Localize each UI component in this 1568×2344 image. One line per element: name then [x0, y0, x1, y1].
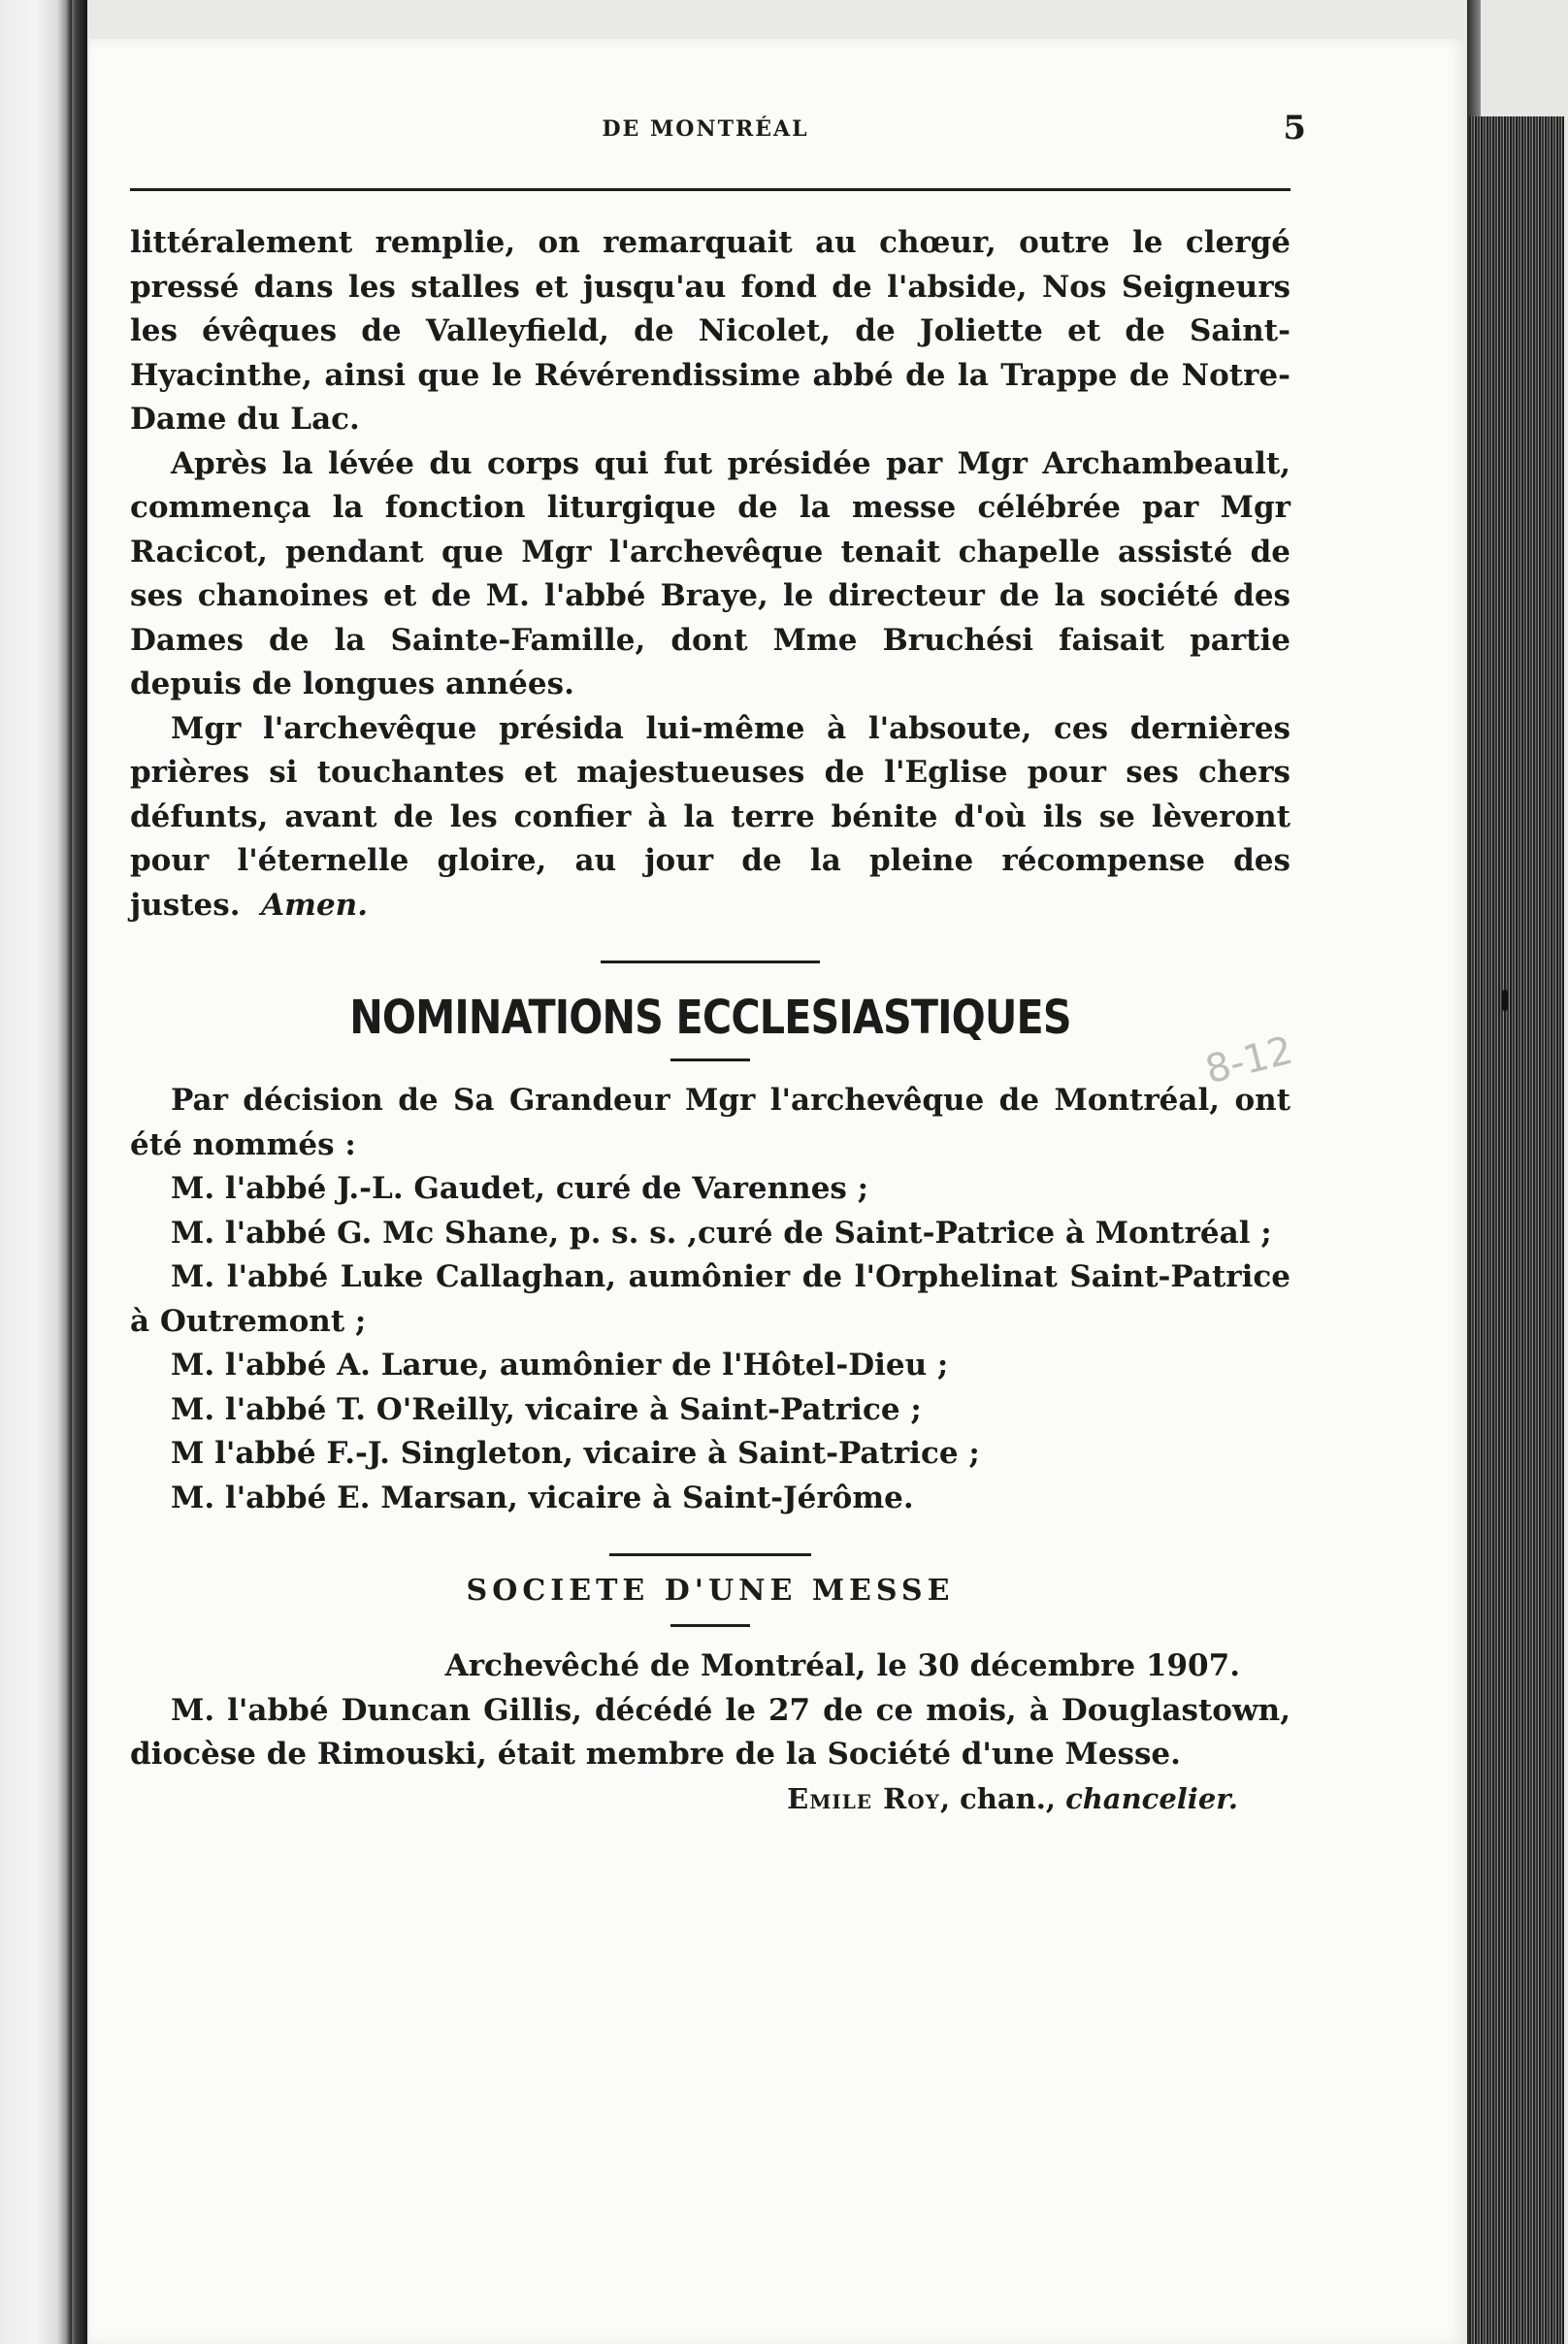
list-item: M l'abbé F.-J. Singleton, vicaire à Saint-Patrice ;	[171, 1436, 980, 1471]
page-edge-block	[1469, 116, 1564, 2344]
heading-rule	[670, 1624, 750, 1627]
paragraph: littéralement remplie, on remarquait au chœur, outre le clergé pressé dans les stalles et jusqu'au fond de l'abside, Nos Seigneurs les évêques de Valleyfield, de Nicolet, de Joliette et de Saint-Hyacinthe, ainsi que le Révérendissime abbé de la Trappe de Notre-Dame du Lac.	[130, 225, 1290, 437]
paragraph	[130, 707, 1290, 928]
section-rule	[601, 960, 820, 963]
signature-title: , chan.,	[939, 1781, 1066, 1815]
amen-text: Amen.	[261, 887, 369, 923]
societe-heading: SOCIETE D'UNE MESSE	[466, 1574, 955, 1608]
heading-rule	[670, 1058, 750, 1061]
pencil-annotation: 8-12	[1200, 1027, 1297, 1093]
section-rule	[609, 1553, 811, 1556]
list-item: M. l'abbé Luke Callaghan, aumônier de l'Orphelinat Saint-Patrice à Outremont ;	[130, 1259, 1290, 1339]
nominations-intro: Par décision de Sa Grandeur Mgr l'archevêque de Montréal, ont été nommés :	[130, 1083, 1290, 1162]
dateline: Archevêché de Montréal, le 30 décembre 1907.	[444, 1648, 1240, 1683]
signature	[130, 1777, 1290, 1822]
nominations-list	[130, 1167, 1290, 1520]
page-text	[130, 221, 1290, 1821]
nominations-heading: NOMINATIONS ECCLESIASTIQUES	[349, 991, 1071, 1045]
binding-fold	[56, 0, 72, 2344]
left-binding	[0, 0, 87, 2344]
list-item: M. l'abbé J.-L. Gaudet, curé de Varennes ;	[171, 1171, 869, 1206]
running-head	[116, 109, 1306, 175]
signature-role: chancelier.	[1065, 1781, 1238, 1815]
book-page-edges	[1467, 0, 1568, 2344]
page-number: 5	[1283, 109, 1306, 147]
header-rule	[130, 188, 1290, 191]
list-item: M. l'abbé E. Marsan, vicaire à Saint-Jérôme.	[171, 1480, 914, 1515]
paragraph-text: Mgr l'archevêque présida lui-même à l'absoute, ces dernières prières si touchantes et majestueuses de l'Eglise pour ses chers défunts, avant de les confier à la terre bénite d'où ils se lèveront pour l'éternelle gloire, au jour de la pleine récompense des justes.	[130, 710, 1290, 923]
signature-name: Emile Roy	[787, 1781, 940, 1815]
paragraph: Après la lévée du corps qui fut présidée par Mgr Archambeault, commença la fonction liturgique de la messe célébrée par Mgr Racicot, pendant que Mgr l'archevêque tenait chapelle assisté de ses chanoines et de M. l'abbé Braye, le directeur de la société des Dames de la Sainte-Famille, dont Mme Bruchési faisait partie depuis de longues années.	[130, 445, 1290, 701]
list-item: M. l'abbé A. Larue, aumônier de l'Hôtel-Dieu ;	[171, 1348, 949, 1383]
edge-mark	[1502, 990, 1508, 1011]
societe-text: M. l'abbé Duncan Gillis, décédé le 27 de ce mois, à Douglastown, diocèse de Rimouski, était membre de la Société d'une Messe.	[130, 1692, 1290, 1772]
list-item: M. l'abbé T. O'Reilly, vicaire à Saint-Patrice ;	[171, 1391, 922, 1427]
list-item: M. l'abbé G. Mc Shane, p. s. s. ,curé de Saint-Patrice à Montréal ;	[171, 1215, 1272, 1251]
running-title: DE MONTRÉAL	[602, 116, 809, 142]
